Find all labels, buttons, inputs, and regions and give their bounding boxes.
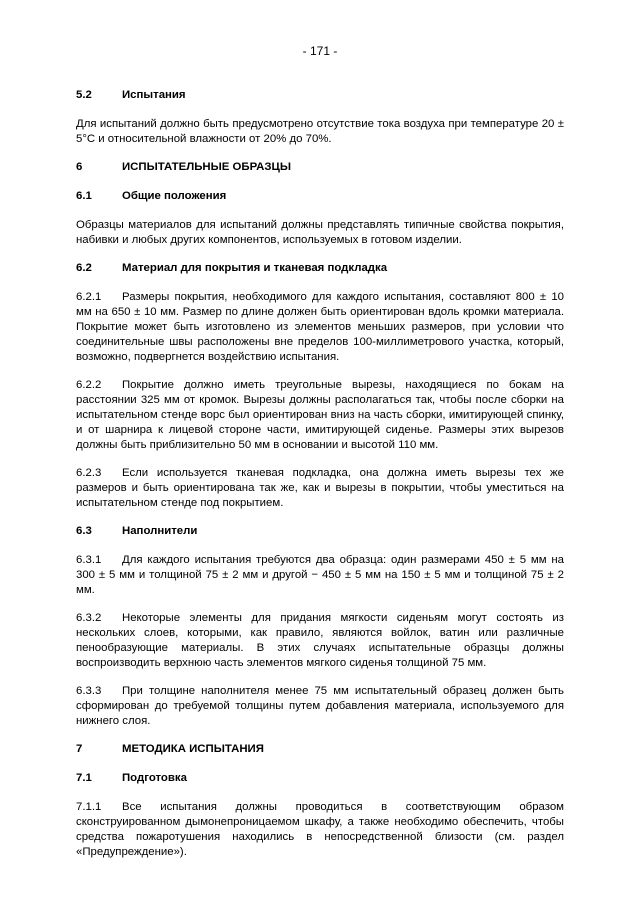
section-heading [76, 160, 564, 175]
paragraph: 6.2.1 Размеры покрытия, необходимого для каждого испытания, составляют 800 ± 10 мм на 650 ± 10 мм. Размер по длине должен быть ориентирован вдоль кромки материала. Покрытие может быть изготовлено из элементов меньших размеров, при условии что соединительные швы расположены вне пределов 100-миллиметрового участка, который, возможно, подвергнется воздействию испытания. [76, 291, 564, 363]
section-title: Испытания [122, 89, 186, 101]
section-title: Материал для покрытия и тканевая подкладка [122, 262, 388, 274]
paragraph-number: 6.3.1 [76, 554, 102, 566]
paragraph-number: 6.3.3 [76, 685, 102, 697]
section-title: Наполнители [122, 525, 198, 537]
paragraph: 6.3.3 При толщине наполнителя менее 75 мм испытательный образец должен быть сформирован до требуемой толщины путем добавления материала, используемого для нижнего слоя. [76, 685, 564, 727]
section-title: МЕТОДИКА ИСПЫТАНИЯ [122, 743, 264, 755]
section-number: 6.3 [76, 525, 92, 537]
section-number: 5.2 [76, 89, 92, 101]
section-number: 7 [76, 743, 83, 755]
paragraph-number: 7.1.1 [76, 801, 102, 813]
paragraph-number: 6.2.1 [76, 291, 102, 303]
section-heading [76, 261, 564, 276]
section-title: ИСПЫТАТЕЛЬНЫЕ ОБРАЗЦЫ [122, 161, 291, 173]
paragraph: Для испытаний должно быть предусмотрено отсутствие тока воздуха при температуре 20 ± 5°C и относительной влажности от 20% до 70%. [76, 118, 564, 145]
section-heading [76, 189, 564, 204]
section-number: 6.2 [76, 262, 92, 274]
section-number: 7.1 [76, 772, 92, 784]
section-heading [76, 524, 564, 539]
paragraph: 6.3.1 Для каждого испытания требуются два образца: один размерами 450 ± 5 мм на 300 ± 5 мм и толщиной 75 ± 2 мм и другой − 450 ± 5 мм на 150 ± 5 мм и толщиной 75 ± 2 мм. [76, 554, 564, 596]
section-number: 6.1 [76, 190, 92, 202]
section-heading [76, 88, 564, 103]
paragraph: 6.3.2 Некоторые элементы для придания мягкости сиденьям могут состоять из нескольких слоев, которыми, как правило, являются войлок, ватин или различные пенообразующие материалы. В этих случаях испытательные образцы должны воспроизводить верхнюю часть элементов мягкого сиденья толщиной 75 мм. [76, 612, 564, 669]
paragraph: 7.1.1 Все испытания должны проводиться в соответствующим образом сконструированном дымонепроницаемом шкафу, а также необходимо обеспечить, чтобы средства пожаротушения находились в непосредственной близости (см. раздел «Предупреждение»). [76, 801, 564, 858]
paragraph-number: 6.2.2 [76, 379, 102, 391]
section-title: Подготовка [122, 772, 187, 784]
paragraph-number: 6.3.2 [76, 612, 102, 624]
section-title: Общие положения [122, 190, 227, 202]
document-body [76, 88, 564, 860]
paragraph: Образцы материалов для испытаний должны представлять типичные свойства покрытия, набивки и любых других компонентов, используемых в готовом изделии. [76, 219, 564, 246]
paragraph-number: 6.2.3 [76, 467, 102, 479]
section-heading [76, 771, 564, 786]
paragraph: 6.2.3 Если используется тканевая подкладка, она должна иметь вырезы тех же размеров и быть ориентирована так же, как и вырезы в покрытии, чтобы уместиться на испытательном стенде под покрытием. [76, 467, 564, 509]
page-number: - 171 - [302, 44, 338, 58]
section-number: 6 [76, 161, 83, 173]
paragraph: 6.2.2 Покрытие должно иметь треугольные вырезы, находящиеся по бокам на расстоянии 325 мм от кромок. Вырезы должны располагаться так, чтобы после сборки на испытательном стенде ворс был ориентирован вниз на часть сборки, имитирующей спинку, и от шарнира к лицевой стороне части, имитирующей сиденье. Размеры этих вырезов должны быть приблизительно 50 мм в основании и высотой 110 мм. [76, 379, 564, 451]
section-heading [76, 742, 564, 757]
